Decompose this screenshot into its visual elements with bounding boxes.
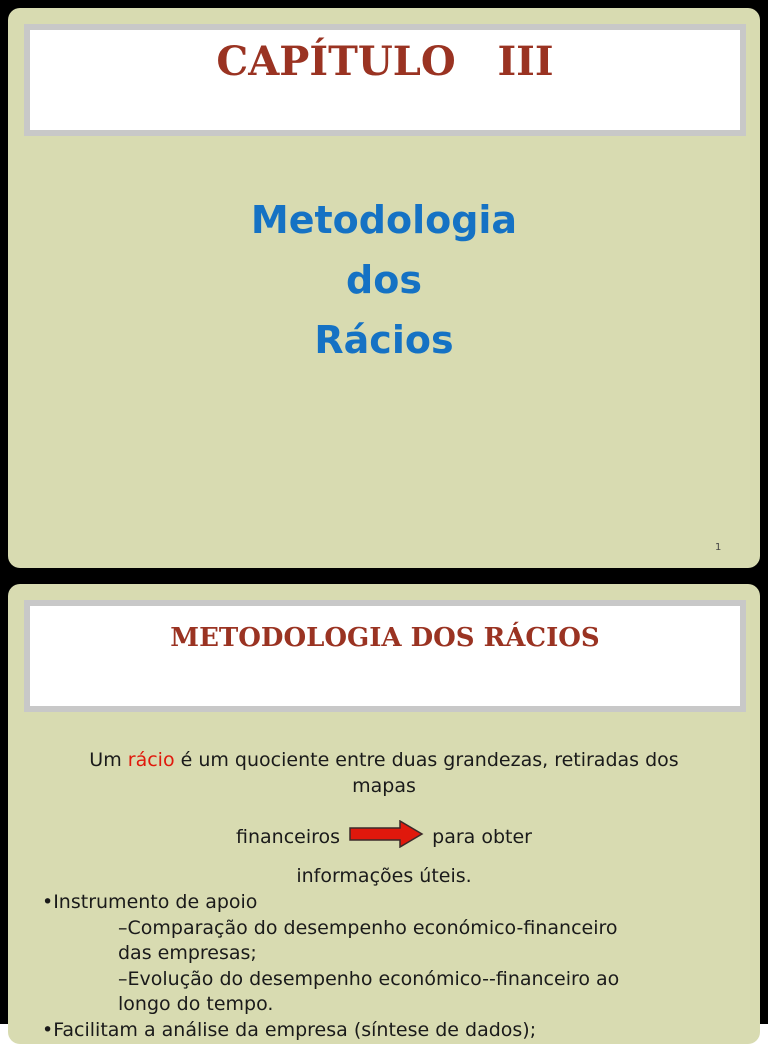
subtitle-line-2: dos (346, 258, 422, 302)
sub-bullet-evolucao: –Evolução do desempenho económico--financeiro ao (118, 968, 620, 990)
sub-bullet-comparacao-cont: das empresas; (118, 942, 257, 964)
intro-para-obter: para obter (432, 826, 532, 848)
subtitle-line-3: Rácios (314, 318, 454, 362)
intro-line-4: informações úteis. (296, 865, 472, 887)
intro-part-2: é um quociente entre duas grandezas, retiradas dos (174, 749, 679, 771)
bullet-facilitam: •Facilitam a análise da empresa (síntese de dados); (42, 1019, 537, 1041)
slide-1 (8, 8, 760, 568)
slide-1-subtitle (8, 190, 760, 370)
right-arrow-icon (348, 820, 424, 855)
intro-line-2: mapas (352, 775, 416, 797)
subtitle-line-1: Metodologia (250, 198, 518, 242)
slide-1-page-number: 1 (715, 542, 722, 553)
slide-1-title: CAPÍTULO III (216, 38, 554, 85)
slide-2-title: METODOLOGIA DOS RÁCIOS (170, 623, 600, 653)
racio-highlight: rácio (127, 749, 175, 771)
intro-line-3 (8, 820, 760, 855)
intro-line-1 (8, 748, 760, 773)
slide-2-frame (0, 576, 768, 1041)
bullet-instrumento: •Instrumento de apoio (42, 891, 258, 913)
slide-2 (8, 584, 760, 1044)
intro-part-1: Um (89, 749, 128, 771)
intro-financeiros: financeiros (236, 826, 341, 848)
sub-bullet-evolucao-cont: longo do tempo. (118, 993, 274, 1015)
slide-2-title-box (24, 600, 746, 712)
sub-bullet-comparacao: –Comparação do desempenho económico-financeiro (118, 917, 618, 939)
slide-1-title-box (24, 24, 746, 136)
